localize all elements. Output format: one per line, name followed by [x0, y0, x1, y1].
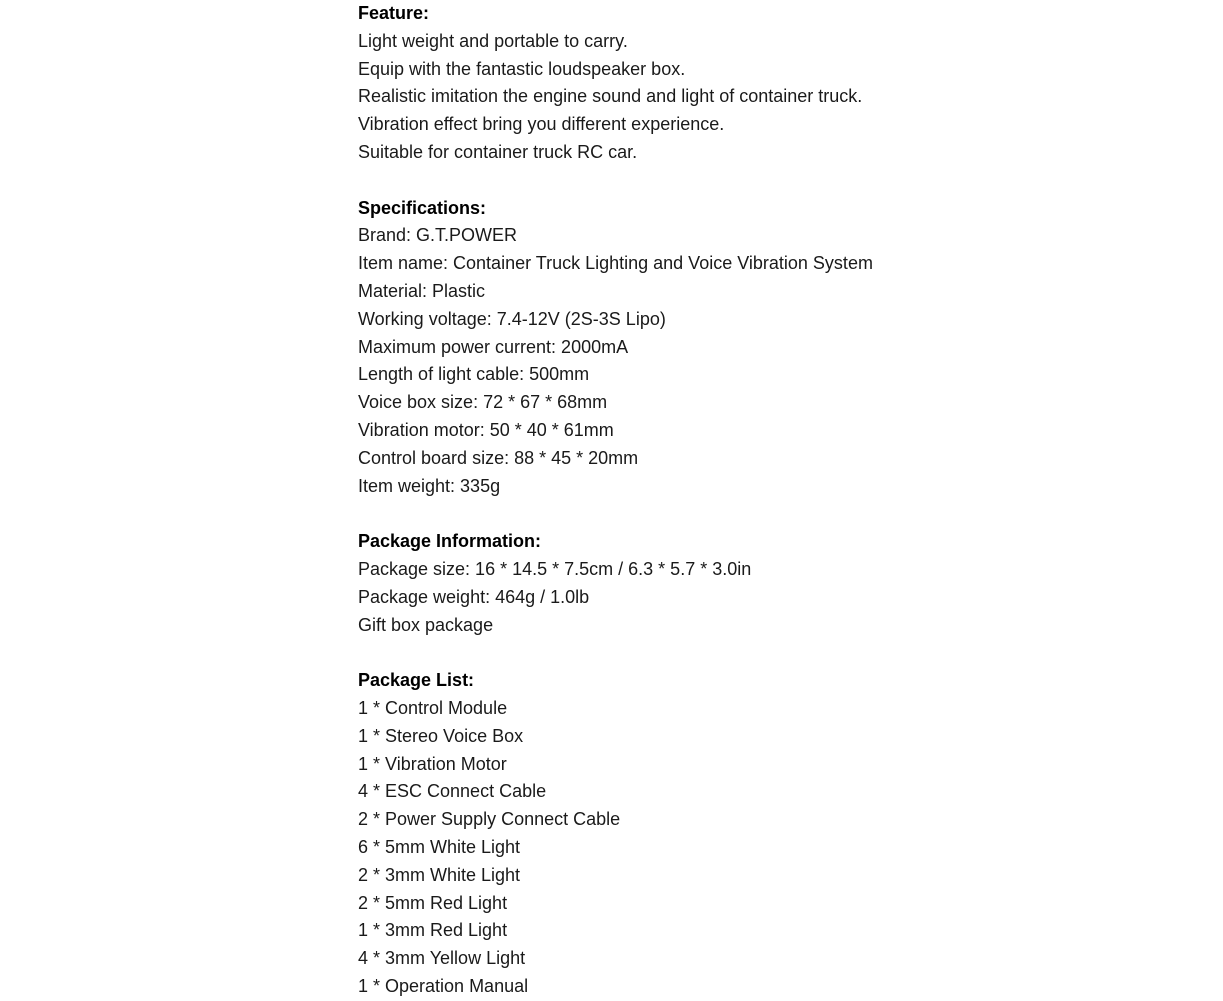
package-list-item: 1 * Vibration Motor [358, 753, 507, 774]
section-spacer [358, 500, 1178, 528]
spec-item-voice-box-size: Voice box size: 72 * 67 * 68mm [358, 392, 608, 413]
feature-item: Suitable for container truck RC car. [358, 141, 638, 162]
package-list-item: 2 * 3mm White Light [358, 864, 521, 885]
package-list-item: 4 * ESC Connect Cable [358, 781, 547, 802]
package-list-heading: Package List: [358, 670, 475, 691]
feature-section [358, 0, 1178, 167]
package-list-item: 2 * Power Supply Connect Cable [358, 809, 621, 830]
package-list-item: 1 * Control Module [358, 697, 508, 718]
product-description [358, 0, 1178, 1001]
package-list-item: 1 * Stereo Voice Box [358, 725, 524, 746]
feature-item: Vibration effect bring you different experience. [358, 114, 725, 135]
package-list-item: 4 * 3mm Yellow Light [358, 948, 526, 969]
package-information-heading: Package Information: [358, 531, 542, 552]
spec-item-current: Maximum power current: 2000mA [358, 336, 629, 357]
package-list-item: 6 * 5mm White Light [358, 836, 521, 857]
package-list-item: 2 * 5mm Red Light [358, 892, 508, 913]
package-info-size: Package size: 16 * 14.5 * 7.5cm / 6.3 * 5.7 * 3.0in [358, 558, 752, 579]
feature-item: Light weight and portable to carry. [358, 30, 628, 51]
spec-item-voltage: Working voltage: 7.4-12V (2S-3S Lipo) [358, 308, 666, 329]
section-spacer [358, 167, 1178, 195]
feature-item: Equip with the fantastic loudspeaker box. [358, 58, 686, 79]
spec-item-material: Material: Plastic [358, 280, 486, 301]
spec-item-cable-length: Length of light cable: 500mm [358, 364, 590, 385]
package-list-section [358, 667, 1178, 1001]
package-list-item: 1 * 3mm Red Light [358, 920, 508, 941]
package-info-box: Gift box package [358, 614, 494, 635]
spec-item-vibration-motor: Vibration motor: 50 * 40 * 61mm [358, 419, 614, 440]
feature-heading: Feature: [358, 3, 430, 23]
section-spacer [358, 639, 1178, 667]
spec-item-name: Item name: Container Truck Lighting and Voice Vibration System [358, 253, 873, 274]
spec-item-control-board: Control board size: 88 * 45 * 20mm [358, 447, 639, 468]
spec-item-weight: Item weight: 335g [358, 475, 501, 496]
specifications-heading: Specifications: [358, 197, 487, 218]
package-info-weight: Package weight: 464g / 1.0lb [358, 586, 590, 607]
package-list-item: 1 * Operation Manual [358, 975, 529, 996]
specifications-section [358, 195, 1178, 501]
package-information-section [358, 528, 1178, 639]
feature-item: Realistic imitation the engine sound and light of container truck. [358, 86, 863, 107]
spec-item-brand: Brand: G.T.POWER [358, 225, 518, 246]
